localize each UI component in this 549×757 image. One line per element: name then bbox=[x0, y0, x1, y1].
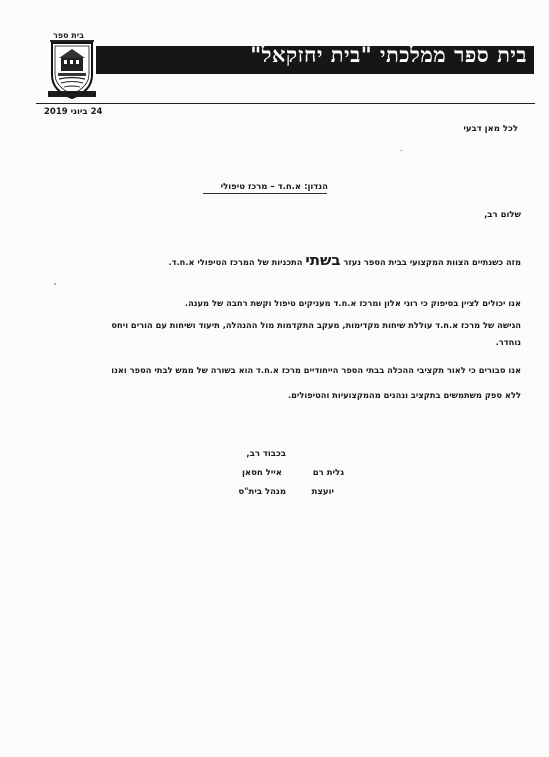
paragraph-1-emphasis: בשתי bbox=[305, 251, 341, 269]
header-divider bbox=[36, 103, 535, 104]
subject-underline bbox=[203, 193, 327, 194]
closing: בכבוד רב, bbox=[246, 449, 286, 459]
paragraph-2: אנו יכולים לציין בסיפוק כי רוני אלון ומרכז א.ח.ד מעניקים טיפול וקשת רחבה של מענה. bbox=[184, 298, 521, 308]
signer-2-role: יועצת bbox=[311, 487, 334, 497]
paragraph-3-line-1: הגישה של מרכז א.ח.ד עוללת שיחות מקדימות, מעקב התקדמות מול ההנהלה, תיעוד ושיחות עם הורים ויחס bbox=[111, 320, 521, 330]
subject-line: הנדון: א.ח.ד – מרכז טיפולי bbox=[220, 182, 328, 192]
signer-2-name: גלית רם bbox=[312, 468, 344, 478]
paragraph-1-start: מזה כשנתיים הצוות המקצועי בבית הספר נעזר bbox=[343, 257, 521, 267]
letter-date: 24 ביוני 2019 bbox=[44, 107, 103, 117]
paragraph-1 bbox=[168, 251, 521, 269]
signer-1-name: אייל חסאן bbox=[241, 468, 282, 478]
greeting: שלום רב, bbox=[484, 210, 521, 220]
school-name: בית ספר ממלכתי "בית יחזקאל" bbox=[250, 42, 527, 67]
scan-speck bbox=[54, 283, 56, 285]
scan-speck bbox=[400, 150, 402, 151]
recipient-line: לכל מאן דבעי bbox=[463, 124, 518, 134]
paragraph-1-end: התכניות של המרכז הטיפולי א.ח.ד. bbox=[168, 257, 303, 267]
paragraph-4-line-2: ללא ספק משתמשים בתקציב ונהנים מהמקצועיות והטיפולים. bbox=[287, 390, 521, 400]
paragraph-3-line-2: נוחדר. bbox=[495, 337, 521, 347]
paragraph-4-line-1: אנו סבורים כי לאור תקציבי ההכלה בבתי הספר הייחודיים מרכז א.ח.ד הוא בשורה של ממש לבתי הספר ואנו bbox=[111, 365, 521, 375]
school-emblem-icon bbox=[44, 31, 100, 101]
signer-1-role: מנהל בית"ס bbox=[238, 487, 286, 497]
logo-caption: בית ספר bbox=[53, 31, 84, 40]
